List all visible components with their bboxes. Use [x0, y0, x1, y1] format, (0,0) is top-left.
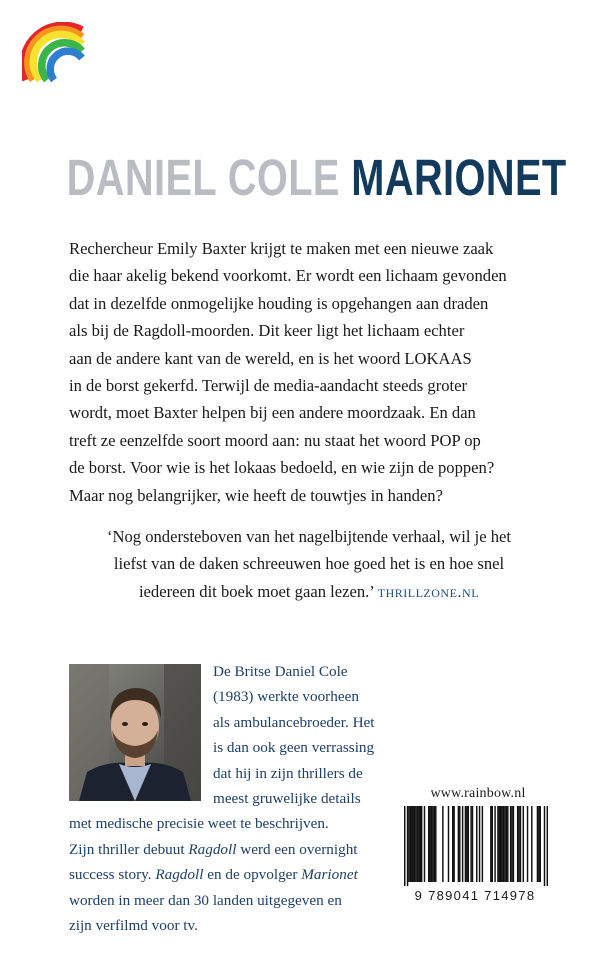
blurb-line: treft ze eenzelfde soort moord aan: nu staat het woord POP op	[69, 430, 481, 450]
bio-line: met medische precisie weet te beschrijven.	[69, 815, 329, 833]
author-name: DANIEL COLE	[66, 149, 340, 206]
quote-source: thrillzone.nl	[377, 581, 480, 601]
bio-line: zijn verfilmd voor tv.	[69, 917, 198, 935]
book-name: MARIONET	[351, 149, 567, 206]
bio-line: (1983) werkte voorheen	[213, 688, 359, 706]
blurb-line: aan de andere kant van de wereld, en is het woord LOKAAS	[69, 348, 472, 368]
blurb-line: Maar nog belangrijker, wie heeft de touwtjes in handen?	[69, 485, 443, 505]
quote-line: liefst van de daken schreeuwen hoe goed het is en hoe snel	[113, 554, 505, 574]
blurb-line: dat in dezelfde onmogelijke houding is opgehangen aan draden	[69, 293, 489, 313]
quote-line: ‘Nog ondersteboven van het nagelbijtende verhaal, wil je het	[106, 527, 512, 546]
blurb-line: die haar akelig bekend voorkomt. Er wordt een lichaam gevonden	[69, 266, 507, 286]
barcode	[404, 806, 548, 886]
blurb-line: in de borst gekerfd. Terwijl de media-aandacht steeds groter	[69, 376, 468, 396]
quote-line: iedereen dit boek moet gaan lezen.’ thrillzone.nl	[138, 581, 480, 601]
author-bio	[69, 659, 409, 938]
blurb-line: wordt, moet Baxter helpen bij een andere moordzaak. En dan	[69, 403, 476, 423]
bio-line: meest gruwelijke details	[213, 790, 361, 808]
bio-line: dat hij in zijn thrillers de	[213, 764, 363, 782]
rainbow-logo-icon	[22, 22, 86, 86]
publisher-website[interactable]: www.rainbow.nl	[430, 786, 526, 801]
review-quote	[70, 523, 548, 605]
blurb-line: de borst. Voor wie is het lokaas bedoeld, en wie zijn de poppen?	[69, 458, 495, 478]
bio-line: success story. Ragdoll en de opvolger Marionet	[69, 866, 358, 884]
bio-line: is dan ook geen verrassing	[213, 739, 375, 757]
bio-line: worden in meer dan 30 landen uitgegeven en	[69, 891, 342, 909]
blurb-line: Rechercheur Emily Baxter krijgt te maken met een nieuwe zaak	[69, 239, 494, 258]
blurb-line: als bij de Ragdoll-moorden. Dit keer ligt het lichaam echter	[69, 321, 465, 341]
bio-line: als ambulancebroeder. Het	[213, 713, 375, 731]
bio-line: Zijn thriller debuut Ragdoll werd een overnight	[69, 840, 358, 858]
isbn-number: 9 789041 714978	[414, 888, 536, 903]
blurb	[69, 235, 549, 509]
book-title	[66, 148, 567, 207]
bio-line: De Britse Daniel Cole	[213, 663, 348, 680]
